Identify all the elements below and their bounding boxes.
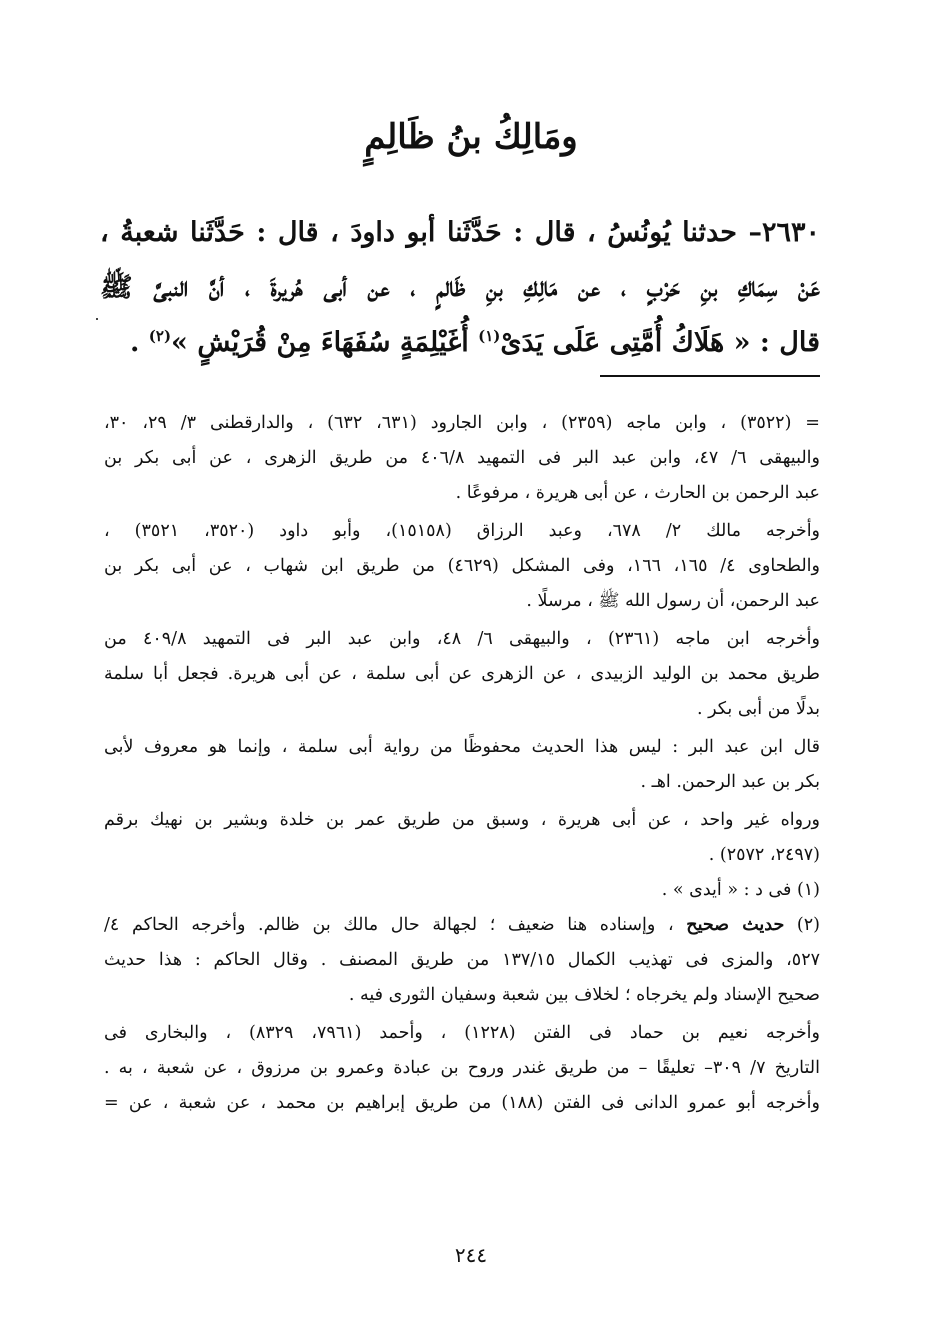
footnote-ref-2: (٢): [148, 327, 172, 345]
grading-label: حديث صحيح: [686, 915, 785, 935]
hadith-line-1: ٢٦٣٠– حدثنا يُونُسُ ، قال : حَدَّثَنا أبو داودَ ، قال : حَدَّثَنا شعبةُ ،: [100, 217, 820, 248]
footnote-line: والبيهقى ٦/ ٤٧، وابن عبد البر فى التمهيد ٤٠٦/٨ من طريق الزهرى ، عن أبى بكر بن: [104, 448, 820, 468]
footnote-line: والطحاوى ٤/ ١٦٥، ١٦٦، وفى المشكل (٤٦٢٩) من طريق ابن شهاب ، عن أبى بكر بن: [104, 556, 820, 576]
footnotes: [104, 406, 820, 1121]
hadith-text: [100, 205, 820, 370]
footnote-line: وأخرجه ابن ماجه (٢٣٦١) ، والبيهقى ٦/ ٤٨، وابن عبد البر فى التمهيد ٤٠٩/٨ من: [104, 629, 820, 649]
footnote-line: وأخرجه أبو عمرو الدانى فى الفتن (١٨٨) من طريق إبراهيم بن محمد ، عن شعبة ، عن =: [104, 1093, 820, 1113]
footnote-line: وأخرجه مالك ٢/ ٦٧٨، وعبد الرزاق (١٥١٥٨)، وأبو داود (٣٥٢٠، ٣٥٢١) ،: [104, 521, 820, 541]
hadith-line-2: عَنْ سِمَاكِ بنِ حَرْبٍ ، عن مَالِكِ بنِ ظَالمٍ ، عن أبى هُريرةَ ، أنَّ النبىَّ ﷺ: [100, 272, 820, 303]
footnote-line: ٥٢٧، والمزى فى تهذيب الكمال ١٣٧/١٥ من طريق المصنف . وقال الحاكم : هذا حديث: [104, 950, 820, 970]
footnote-separator: [600, 375, 820, 377]
footnote-line: طريق محمد بن الوليد الزبيدى ، عن الزهرى عن أبى سلمة ، عن أبى هريرة. فجعل أبا سلمة: [104, 664, 820, 684]
footnote-line: التاريخ ٧/ ٣٠٩– تعليقًا – من طريق غندر وروح بن عبادة وعمرو بن مرزوق ، عن شعبة ، به .: [104, 1058, 820, 1078]
footnote-line: ورواه غير واحد ، عن أبى هريرة ، وسبق من طريق عمر بن خلدة وبشير بن نهيك برقم: [104, 810, 820, 830]
footnote-line: = (٣٥٢٢) ، وابن ماجه (٢٣٥٩) ، وابن الجارود (٦٣١، ٦٣٢) ، والدارقطنى ٣/ ٢٩، ٣٠،: [104, 413, 820, 433]
footnote-line: قال ابن عبد البر : ليس هذا الحديث محفوظًا من رواية أبى سلمة ، وإنما هو معروف لأبى: [104, 737, 820, 757]
page-number: ٢٤٤: [454, 1243, 488, 1267]
footnote-line: بدلًا من أبى بكر .: [696, 699, 820, 719]
chapter-title: ومَالِكُ بنُ ظَالِمٍ: [364, 117, 578, 157]
footnote-line: بكر بن عبد الرحمن. اهـ .: [640, 772, 820, 792]
footnote-1: (١) فى د : « أيدى » .: [661, 880, 820, 900]
footnote-line: وأخرجه نعيم بن حماد فى الفتن (١٢٢٨) ، وأحمد (٧٩٦١، ٨٣٢٩) ، والبخارى فى: [104, 1023, 820, 1043]
footnote-line: عبد الرحمن، أن رسول الله ﷺ ، مرسلًا .: [526, 591, 820, 611]
footnote-line: (٢٤٩٧، ٢٥٧٢) .: [708, 845, 820, 865]
footnote-line: عبد الرحمن بن الحارث ، عن أبى هريرة ، مرفوعًا .: [455, 483, 820, 503]
hadith-line-3: قال : « هَلَاكُ أُمَّتِى عَلَى يَدَىْ$^{(١)}$ أُغَيْلِمَةٍ سُفَهَاءَ مِنْ قُرَيْشٍ »$^{(٢)}$ .: [129, 327, 820, 358]
footnote-line: صحيح الإسناد ولم يخرجاه ؛ لخلاف بين شعبة وسفيان الثورى فيه .: [348, 985, 820, 1005]
hadith-number: ٢٦٣٠–: [748, 217, 820, 248]
footnote-2: (٢) حديث صحيح ، وإسناده هنا ضعيف ؛ لجهالة حال مالك بن ظالم. وأخرجه الحاكم ٤/: [104, 915, 820, 935]
footnote-ref-1: (١): [478, 327, 501, 345]
speck-mark: [96, 318, 98, 320]
